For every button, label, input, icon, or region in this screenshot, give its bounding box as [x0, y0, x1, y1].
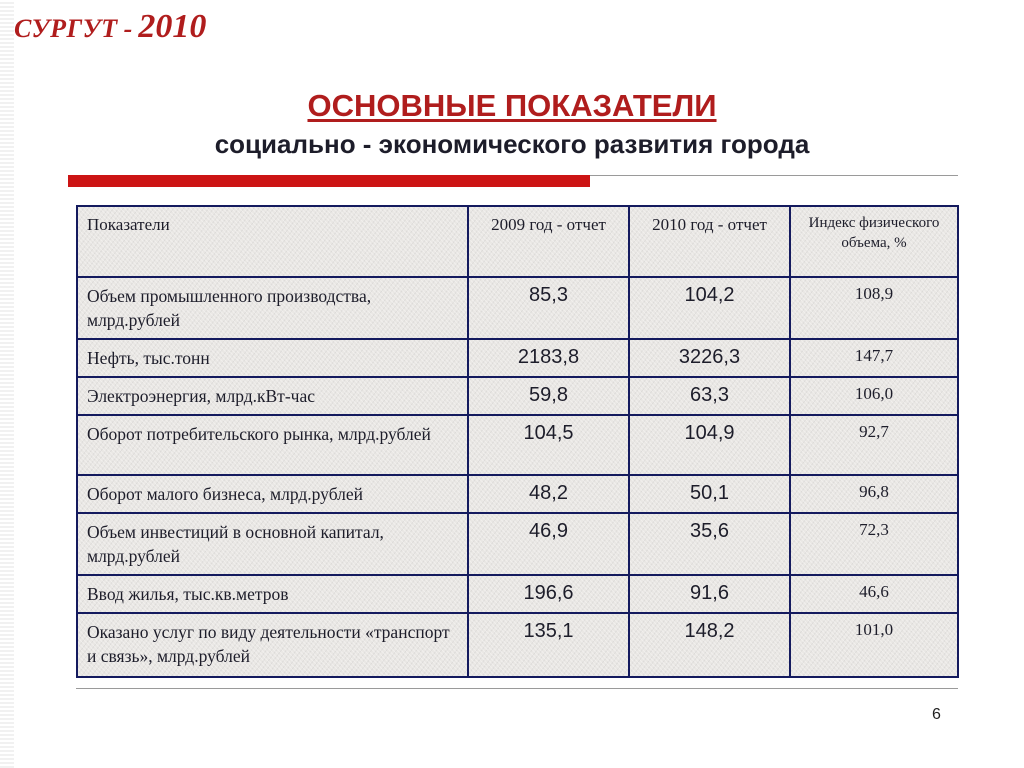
indicator-name: Оказано услуг по виду деятельности «транспорт и связь», млрд.рублей: [77, 613, 468, 677]
value-2009: 59,8: [468, 377, 629, 415]
thin-divider-line: [590, 175, 958, 176]
value-2009: 135,1: [468, 613, 629, 677]
value-2009: 46,9: [468, 513, 629, 575]
indicator-name: Объем промышленного производства, млрд.рублей: [77, 277, 468, 339]
indicator-name: Оборот потребительского рынка, млрд.рублей: [77, 415, 468, 475]
city-name: СУРГУТ: [14, 14, 118, 43]
value-2010: 3226,3: [629, 339, 790, 377]
header-dash: -: [123, 14, 133, 43]
index-value: 96,8: [790, 475, 958, 513]
value-2010: 35,6: [629, 513, 790, 575]
indicator-name: Электроэнергия, млрд.кВт-час: [77, 377, 468, 415]
page-title: ОСНОВНЫЕ ПОКАЗАТЕЛИ: [307, 88, 717, 123]
table-row: [77, 377, 958, 415]
value-2010: 148,2: [629, 613, 790, 677]
column-header-indicators: Показатели: [77, 206, 468, 277]
table-row: [77, 339, 958, 377]
index-value: 108,9: [790, 277, 958, 339]
value-2009: 2183,8: [468, 339, 629, 377]
index-value: 147,7: [790, 339, 958, 377]
value-2010: 91,6: [629, 575, 790, 613]
value-2009: 85,3: [468, 277, 629, 339]
bottom-divider-line: [76, 688, 958, 689]
value-2009: 48,2: [468, 475, 629, 513]
table-row: [77, 575, 958, 613]
indicator-name: Объем инвестиций в основной капитал, млрд.рублей: [77, 513, 468, 575]
column-header-index: Индекс физического объема, %: [790, 206, 958, 277]
value-2009: 196,6: [468, 575, 629, 613]
table-row: [77, 513, 958, 575]
indicator-name: Оборот малого бизнеса, млрд.рублей: [77, 475, 468, 513]
page-subtitle: социально - экономического развития города: [214, 129, 810, 159]
page-number: 6: [932, 706, 941, 723]
index-value: 72,3: [790, 513, 958, 575]
indicator-name: Нефть, тыс.тонн: [77, 339, 468, 377]
city-year-header: [14, 8, 206, 46]
table-header-row: [77, 206, 958, 277]
table-row: [77, 475, 958, 513]
index-value: 106,0: [790, 377, 958, 415]
indicators-table: [76, 205, 959, 678]
header-year: 2010: [138, 8, 207, 45]
value-2009: 104,5: [468, 415, 629, 475]
value-2010: 104,9: [629, 415, 790, 475]
value-2010: 63,3: [629, 377, 790, 415]
indicator-name: Ввод жилья, тыс.кв.метров: [77, 575, 468, 613]
value-2010: 50,1: [629, 475, 790, 513]
table-row: [77, 277, 958, 339]
column-header-2009: 2009 год - отчет: [468, 206, 629, 277]
table-row: [77, 613, 958, 677]
index-value: 46,6: [790, 575, 958, 613]
table-row: [77, 415, 958, 475]
red-divider-bar: [68, 175, 590, 187]
column-header-2010: 2010 год - отчет: [629, 206, 790, 277]
index-value: 92,7: [790, 415, 958, 475]
value-2010: 104,2: [629, 277, 790, 339]
index-value: 101,0: [790, 613, 958, 677]
